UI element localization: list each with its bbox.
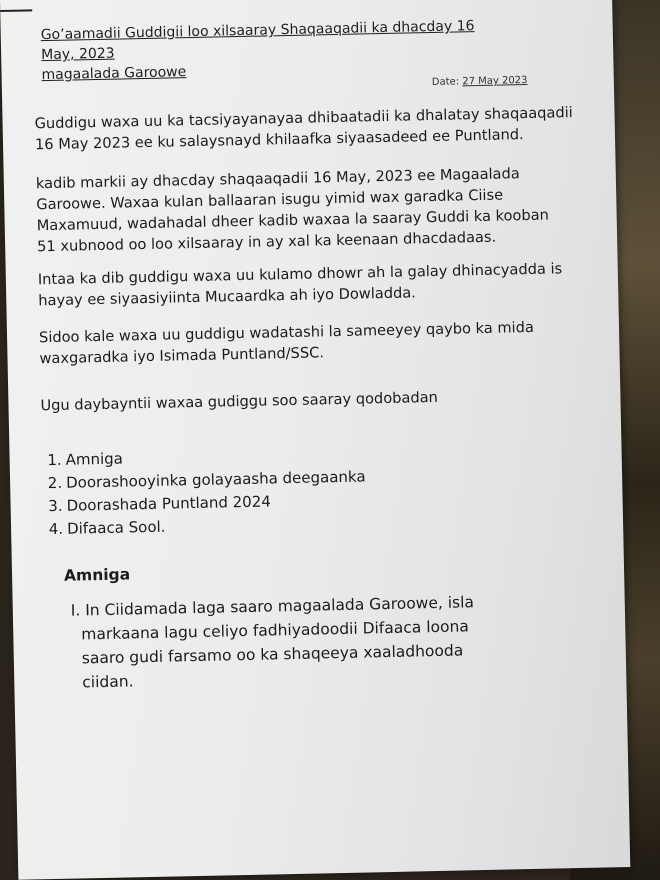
section-heading: Amniga bbox=[63, 565, 131, 585]
section-item-line: ciidan. bbox=[82, 672, 134, 692]
corner-mark bbox=[0, 9, 32, 12]
paragraph-condolence bbox=[34, 102, 575, 155]
document-title bbox=[41, 15, 512, 85]
decision-list bbox=[39, 442, 366, 541]
title-line-1: Go’aamadii Guddigii loo xilsaaray Shaqaaqadii ka dhacday 16 May, 2023 bbox=[40, 18, 475, 64]
list-item: 2. Doorashooyinka golayaasha deegaanka bbox=[47, 467, 366, 493]
document-date bbox=[432, 75, 528, 88]
list-item: 3. Doorashada Puntland 2024 bbox=[48, 492, 272, 516]
paragraph-line: Maxamuud, wadahadal dheer kadib waxaa la saaray Guddi ka kooban bbox=[36, 206, 550, 235]
list-item: 4. Difaaca Sool. bbox=[48, 517, 166, 539]
title-line-2: magaalada Garoowe bbox=[41, 64, 187, 84]
paragraph-line: 51 xubnood oo loo xilsaaray in ay xal ka keenaan dhacdadaas. bbox=[36, 228, 497, 256]
paragraph-line: hayay ee siyaasiyiinta Mucaardka ah iyo Dowladda. bbox=[38, 284, 417, 310]
date-label: Date: bbox=[431, 76, 460, 88]
section-item-line: markaana lagu celiyo fadhiyadoodii Difaaca loona bbox=[81, 617, 470, 644]
paragraph-committee-formation bbox=[36, 162, 578, 257]
paragraph-line: Sidoo kale waxa uu guddigu wadatashi la sameeyey qaybo ka mida bbox=[38, 318, 534, 347]
paragraph-line: Guddigu waxa uu ka tacsiyayanayaa dhibaatadii ka dhalatay shaqaaqadii bbox=[34, 104, 573, 133]
paragraph-line: kadib markii ay dhacday shaqaaqadii 16 May, 2023 ee Magaalada bbox=[35, 165, 520, 193]
paragraph-line: 16 May 2023 ee ku salaysnayd khilaafka siyaasadeed ee Puntland. bbox=[34, 126, 524, 154]
paragraph-consultation bbox=[39, 316, 580, 369]
paragraph-conclusion bbox=[40, 384, 580, 416]
date-value: 27 May 2023 bbox=[462, 74, 528, 88]
section-item bbox=[71, 590, 476, 694]
paragraph-line: Ugu daybayntii waxaa gudiggu soo saaray qodobadan bbox=[40, 388, 438, 415]
list-item: 1. Amniga bbox=[47, 449, 124, 470]
paragraph-line: waxgaradka iyo Isimada Puntland/SSC. bbox=[39, 344, 325, 368]
paragraph-line: Intaa ka dib guddigu waxa uu kulamo dhowr ah la galay dhinacyadda is bbox=[37, 260, 563, 289]
section-item-line: saaro gudi farsamo oo ka shaqeeya xaaladhooda bbox=[81, 641, 464, 668]
paragraph-meetings bbox=[38, 258, 579, 311]
section-item-line: I. In Ciidamada laga saaro magaalada Garoowe, isla bbox=[70, 593, 475, 620]
paragraph-line: Garoowe. Waxaa kulan ballaaran isugu yimid wax garadka Ciise bbox=[36, 186, 504, 214]
